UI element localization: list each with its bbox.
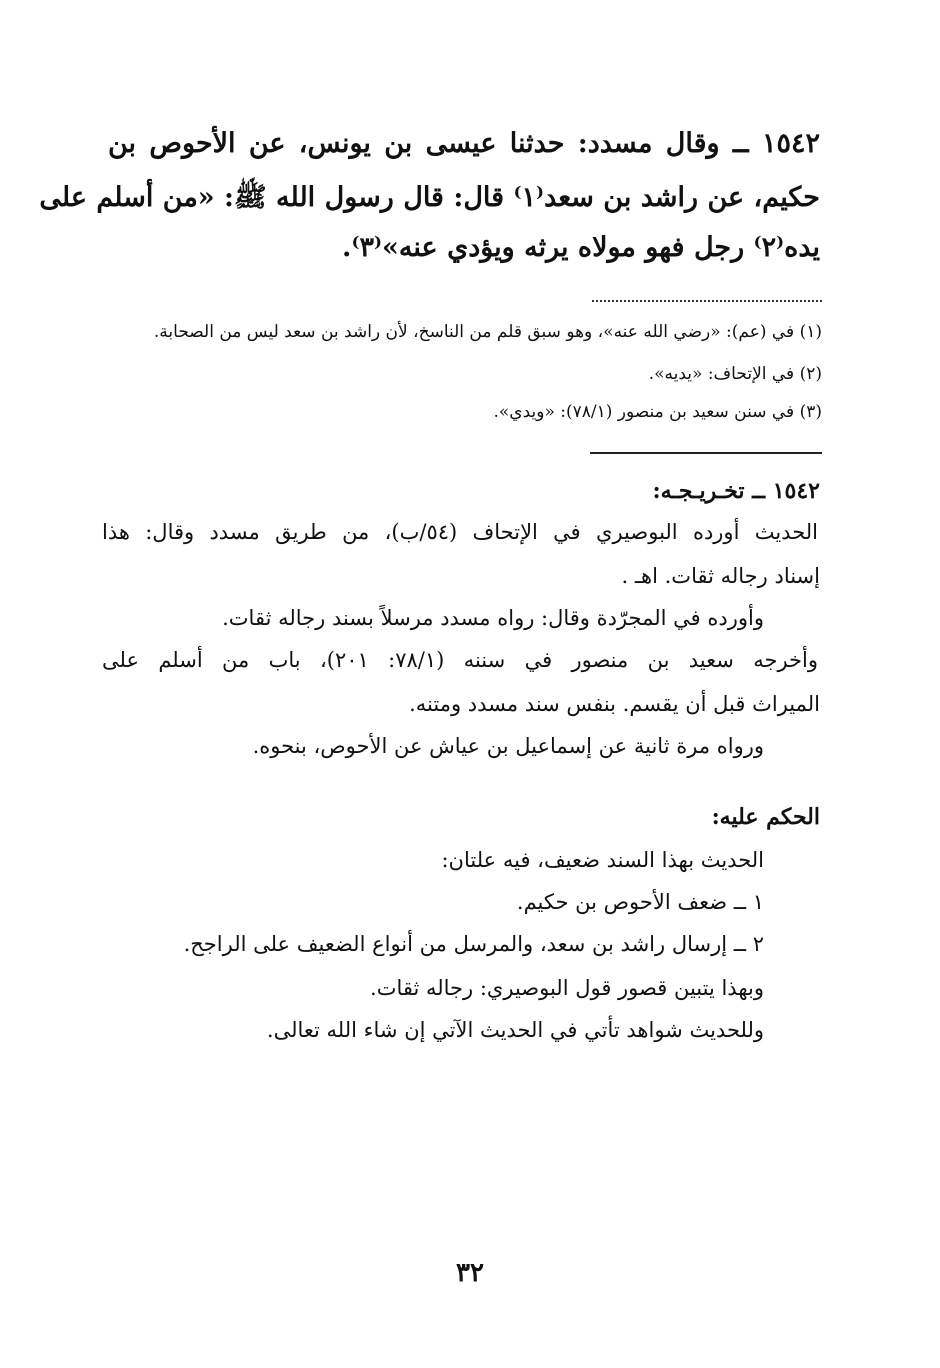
takhrij-p2: وأورده في المجرّدة وقال: رواه مسدد مرسلاً بسند رجاله ثقات. — [222, 606, 764, 630]
takhrij-p4: ورواه مرة ثانية عن إسماعيل بن عياش عن الأحوص، بنحوه. — [252, 734, 764, 758]
hukm-conclusion-1: وبهذا يتبين قصور قول البوصيري: رجاله ثقات. — [370, 976, 764, 1000]
hukm-heading: الحكم عليه: — [711, 804, 820, 830]
footnote-separator — [592, 300, 822, 302]
footnote-3: (٣) في سنن سعيد بن منصور (٧٨/١): «ويدي». — [493, 402, 822, 422]
hadith-line-2: حكيم، عن راشد بن سعد⁽١⁾ قال: قال رسول الله ﷺ: «من أسلم على — [39, 182, 820, 213]
takhrij-p3-line2: الميراث قبل أن يقسم. بنفس سند مسدد ومتنه. — [409, 692, 820, 716]
hadith-line-3: يده⁽٢⁾ رجل فهو مولاه يرثه ويؤدي عنه»⁽٣⁾. — [342, 232, 820, 263]
hukm-item-1: ١ ــ ضعف الأحوص بن حكيم. — [516, 890, 764, 914]
hadith-line-1: ١٥٤٢ ــ وقال مسدد: حدثنا عيسى بن يونس، عن الأحوص بن — [108, 128, 820, 159]
section-rule — [590, 452, 822, 454]
takhrij-p1-line1: الحديث أورده البوصيري في الإتحاف (٥٤/ب)، من طريق مسدد وقال: هذا — [102, 520, 818, 544]
footnote-2: (٢) في الإتحاف: «يديه». — [648, 364, 822, 384]
takhrij-p3-line1: وأخرجه سعيد بن منصور في سننه (٧٨/١: ٢٠١)، باب من أسلم على — [102, 648, 818, 672]
hukm-item-2: ٢ ــ إرسال راشد بن سعد، والمرسل من أنواع الضعيف على الراجح. — [183, 932, 764, 956]
hukm-intro: الحديث بهذا السند ضعيف، فيه علتان: — [441, 848, 764, 872]
hukm-conclusion-2: وللحديث شواهد تأتي في الحديث الآتي إن شاء الله تعالى. — [266, 1018, 764, 1042]
takhrij-p1-line2: إسناد رجاله ثقات. اهـ . — [621, 564, 820, 588]
page-number: ٣٢ — [456, 1258, 484, 1288]
footnote-1: (١) في (عم): «رضي الله عنه»، وهو سبق قلم من الناسخ، لأن راشد بن سعد ليس من الصحابة. — [153, 322, 822, 342]
takhrij-heading: ١٥٤٢ ــ تخـريـجـه: — [652, 478, 820, 504]
